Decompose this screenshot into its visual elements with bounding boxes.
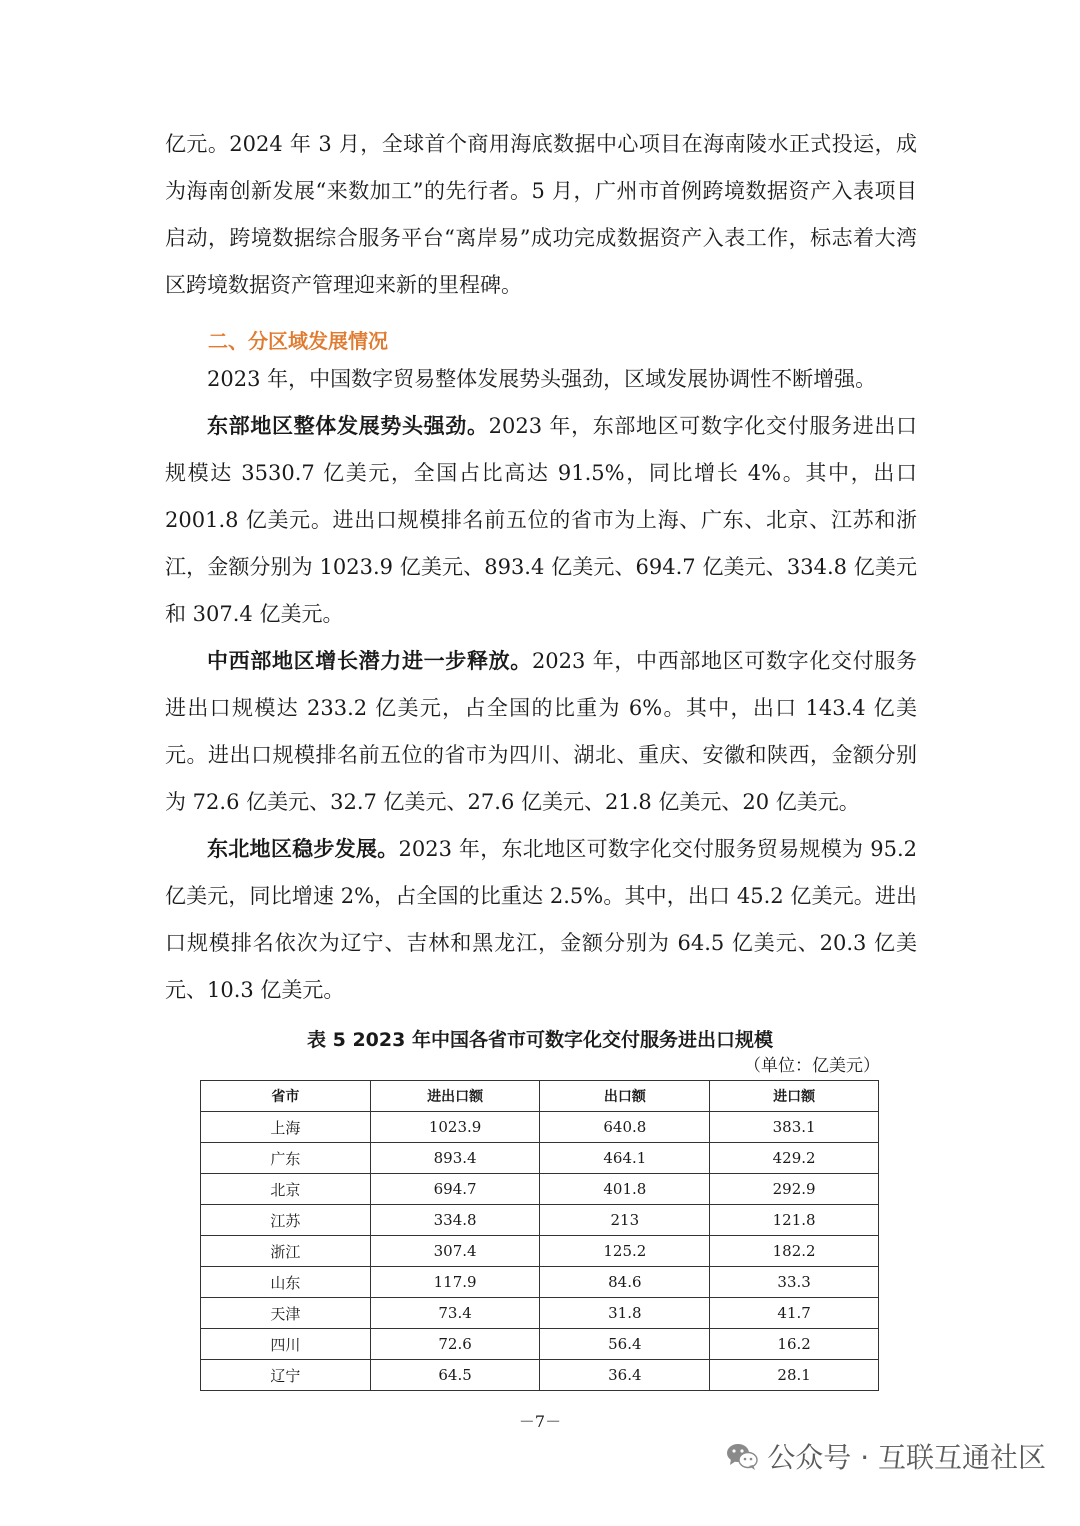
table-row [201,1205,879,1236]
cell-province: 辽宁 [201,1360,371,1391]
column-header-export: 出口额 [540,1081,710,1112]
overview-paragraph: 2023 年，中国数字贸易整体发展势头强劲，区域发展协调性不断增强。 [207,367,877,391]
cell-export: 640.8 [540,1112,710,1143]
table-row [201,1298,879,1329]
east-region-body: 2023 年，东部地区可数字化交付服务进出口规模达 3530.7 亿美元，全国占比高达 91.5%，同比增长 4%。其中，出口 2001.8 亿美元。进出口规模排名前五位的省市为上海、广东、北京、江苏和浙江，金额分别为 1023.9 亿美元、893.4 亿美元、694.7 亿美元、334.8 亿美元和 307.4 亿美元。 [165,414,918,626]
cell-import: 16.2 [710,1329,879,1360]
column-header-total: 进出口额 [370,1081,540,1112]
section-heading: 二、分区域发展情况 [208,329,388,353]
table-row [201,1112,879,1143]
northeast-region-paragraph [165,826,917,1014]
page-number: －7－ [518,1412,562,1431]
central-west-region-lead: 中西部地区增长潜力进一步释放。 [207,649,532,673]
east-region-paragraph [165,403,917,638]
cell-province: 四川 [201,1329,371,1360]
cell-total: 1023.9 [370,1112,540,1143]
table-unit: （单位：亿美元） [744,1056,880,1076]
cell-import: 41.7 [710,1298,879,1329]
cell-total: 73.4 [370,1298,540,1329]
cell-import: 28.1 [710,1360,879,1391]
cell-export: 84.6 [540,1267,710,1298]
cell-province: 北京 [201,1174,371,1205]
cell-export: 213 [540,1205,710,1236]
intro-paragraph: 亿元。2024 年 3 月，全球首个商用海底数据中心项目在海南陵水正式投运，成为海南创新发展“来数加工”的先行者。5 月，广州市首例跨境数据资产入表项目启动，跨境数据综合服务平台“离岸易”成功完成数据资产入表工作，标志着大湾区跨境数据资产管理迎来新的里程碑。 [165,132,917,297]
table-row [201,1267,879,1298]
wechat-icon [725,1441,759,1471]
cell-total: 117.9 [370,1267,540,1298]
table-row [201,1143,879,1174]
column-header-import: 进口额 [710,1081,879,1112]
table-header-row [201,1081,879,1112]
watermark [725,1436,1046,1476]
cell-province: 上海 [201,1112,371,1143]
northeast-region-lead: 东北地区稳步发展。 [207,837,399,861]
table-row [201,1174,879,1205]
cell-province: 山东 [201,1267,371,1298]
table-title: 表 5 2023 年中国各省市可数字化交付服务进出口规模 [307,1029,773,1051]
cell-export: 36.4 [540,1360,710,1391]
cell-total: 64.5 [370,1360,540,1391]
cell-province: 江苏 [201,1205,371,1236]
cell-export: 464.1 [540,1143,710,1174]
cell-province: 天津 [201,1298,371,1329]
cell-import: 33.3 [710,1267,879,1298]
cell-export: 125.2 [540,1236,710,1267]
cell-import: 121.8 [710,1205,879,1236]
cell-import: 429.2 [710,1143,879,1174]
cell-total: 893.4 [370,1143,540,1174]
central-west-region-paragraph [165,638,917,826]
table-row [201,1236,879,1267]
cell-export: 31.8 [540,1298,710,1329]
table-row [201,1329,879,1360]
province-trade-table [200,1080,879,1391]
table-row [201,1360,879,1391]
cell-import: 292.9 [710,1174,879,1205]
cell-total: 334.8 [370,1205,540,1236]
cell-export: 401.8 [540,1174,710,1205]
column-header-province: 省市 [201,1081,371,1112]
cell-total: 307.4 [370,1236,540,1267]
central-west-region-body: 2023 年，中西部地区可数字化交付服务进出口规模达 233.2 亿美元，占全国的比重为 6%。其中，出口 143.4 亿美元。进出口规模排名前五位的省市为四川、湖北、重庆、安徽和陕西，金额分别为 72.6 亿美元、32.7 亿美元、27.6 亿美元、21.8 亿美元、20 亿美元。 [165,649,917,814]
cell-import: 182.2 [710,1236,879,1267]
cell-import: 383.1 [710,1112,879,1143]
east-region-lead: 东部地区整体发展势头强劲。 [207,414,489,438]
northeast-region-body: 2023 年，东北地区可数字化交付服务贸易规模为 95.2 亿美元，同比增速 2%，占全国的比重达 2.5%。其中，出口 45.2 亿美元。进出口规模排名依次为辽宁、吉林和黑龙江，金额分别为 64.5 亿美元、20.3 亿美元、10.3 亿美元。 [165,837,917,1002]
cell-total: 694.7 [370,1174,540,1205]
watermark-text: 公众号 · 互联互通社区 [767,1441,1046,1474]
cell-province: 广东 [201,1143,371,1174]
cell-total: 72.6 [370,1329,540,1360]
cell-export: 56.4 [540,1329,710,1360]
cell-province: 浙江 [201,1236,371,1267]
